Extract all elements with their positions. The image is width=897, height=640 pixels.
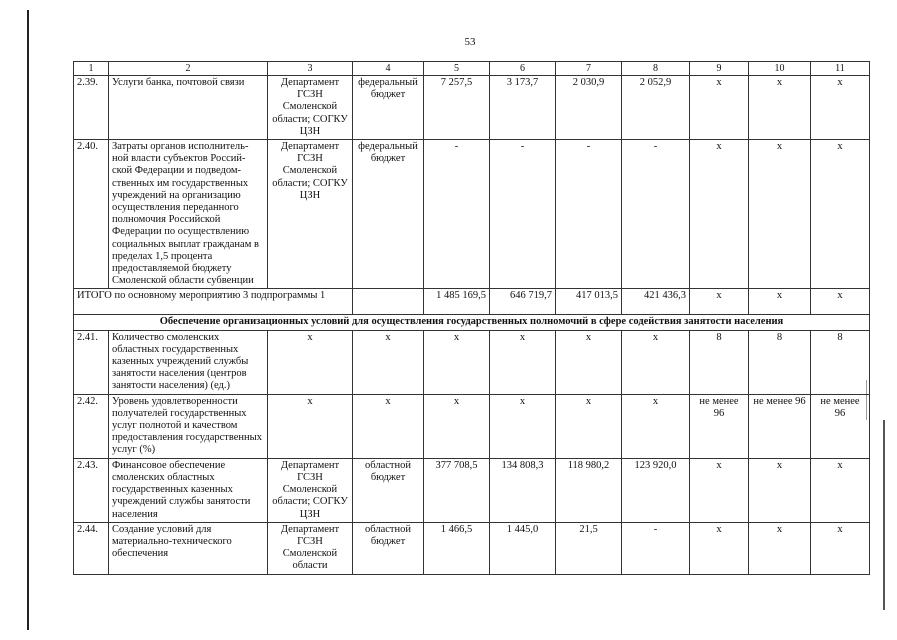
- col-header-7: 7: [556, 62, 622, 76]
- row-source: федеральный бюджет: [353, 140, 424, 289]
- program-table: [73, 61, 870, 575]
- row-value-9: х: [690, 76, 749, 140]
- total-value-5: 1 485 169,5: [424, 289, 490, 315]
- row-name: Уровень удовлетворенности получателей государственных услуг полнотой и качеством предоставления государственных услуг (%): [109, 394, 268, 458]
- row-value-10: не менее 96: [749, 394, 811, 458]
- row-name: Затраты органов исполнитель-ной власти субъектов Россий-ской Федерации и подведом-ственных им государственных учреждений на организацию осуществления переданного полномочия Российской Федерации по осуществлению социальных выплат гражданам в пределах 1,5 процента предоставляемой бюджету Смоленской области субвенции: [109, 140, 268, 289]
- table-row-2-40: [74, 140, 870, 289]
- row-value-11: не менее 96: [811, 394, 870, 458]
- row-value-7: х: [556, 330, 622, 394]
- table-row-2-44: [74, 522, 870, 574]
- row-value-7: х: [556, 394, 622, 458]
- total-value-7: 417 013,5: [556, 289, 622, 315]
- total-value-8: 421 436,3: [622, 289, 690, 315]
- row-value-5: 377 708,5: [424, 458, 490, 522]
- col-header-3: 3: [268, 62, 353, 76]
- row-value-5: х: [424, 330, 490, 394]
- total-value-11: х: [811, 289, 870, 315]
- row-value-8: -: [622, 522, 690, 574]
- row-source: х: [353, 394, 424, 458]
- row-executor: х: [268, 330, 353, 394]
- row-value-7: -: [556, 140, 622, 289]
- row-value-5: 7 257,5: [424, 76, 490, 140]
- row-value-10: х: [749, 76, 811, 140]
- row-value-7: 2 030,9: [556, 76, 622, 140]
- table-row-2-41: [74, 330, 870, 394]
- table-row-2-39: [74, 76, 870, 140]
- row-value-10: х: [749, 458, 811, 522]
- row-value-9: х: [690, 522, 749, 574]
- row-number: 2.42.: [74, 394, 109, 458]
- row-number: 2.41.: [74, 330, 109, 394]
- row-source: областной бюджет: [353, 458, 424, 522]
- total-source-empty: [353, 289, 424, 315]
- row-value-11: х: [811, 522, 870, 574]
- section-heading-row: [74, 315, 870, 330]
- col-header-2: 2: [109, 62, 268, 76]
- col-header-6: 6: [490, 62, 556, 76]
- column-number-row: [74, 62, 870, 76]
- total-value-9: х: [690, 289, 749, 315]
- total-value-6: 646 719,7: [490, 289, 556, 315]
- row-value-8: х: [622, 330, 690, 394]
- row-value-11: 8: [811, 330, 870, 394]
- col-header-1: 1: [74, 62, 109, 76]
- row-value-10: х: [749, 522, 811, 574]
- row-value-6: 3 173,7: [490, 76, 556, 140]
- row-executor: х: [268, 394, 353, 458]
- col-header-5: 5: [424, 62, 490, 76]
- row-value-10: х: [749, 140, 811, 289]
- table-row-total: [74, 289, 870, 315]
- col-header-4: 4: [353, 62, 424, 76]
- col-header-11: 11: [811, 62, 870, 76]
- row-value-9: х: [690, 458, 749, 522]
- row-value-6: х: [490, 394, 556, 458]
- row-value-10: 8: [749, 330, 811, 394]
- row-name: Финансовое обеспечение смоленских областных государственных казенных учреждений службы занятости населения: [109, 458, 268, 522]
- row-value-6: -: [490, 140, 556, 289]
- row-value-11: х: [811, 458, 870, 522]
- row-value-9: 8: [690, 330, 749, 394]
- row-number: 2.44.: [74, 522, 109, 574]
- col-header-10: 10: [749, 62, 811, 76]
- row-value-5: -: [424, 140, 490, 289]
- col-header-8: 8: [622, 62, 690, 76]
- row-value-7: 118 980,2: [556, 458, 622, 522]
- row-executor: Департамент ГСЗН Смоленской области: [268, 522, 353, 574]
- scan-left-edge: [27, 10, 29, 630]
- row-name: Количество смоленских областных государственных казенных учреждений службы занятости населения (центров занятости населения) (ед.): [109, 330, 268, 394]
- row-value-11: х: [811, 76, 870, 140]
- row-value-7: 21,5: [556, 522, 622, 574]
- table-row-2-43: [74, 458, 870, 522]
- table-row-2-42: [74, 394, 870, 458]
- row-name: Создание условий для материально-технического обеспечения: [109, 522, 268, 574]
- row-source: областной бюджет: [353, 522, 424, 574]
- col-header-9: 9: [690, 62, 749, 76]
- row-number: 2.40.: [74, 140, 109, 289]
- row-value-6: 1 445,0: [490, 522, 556, 574]
- row-source: федеральный бюджет: [353, 76, 424, 140]
- section-heading: Обеспечение организационных условий для осуществления государственных полномочий в сфере содействия занятости населения: [74, 315, 870, 330]
- row-number: 2.39.: [74, 76, 109, 140]
- row-executor: Департамент ГСЗН Смоленской области; СОГКУ ЦЗН: [268, 76, 353, 140]
- row-value-8: х: [622, 394, 690, 458]
- row-value-8: -: [622, 140, 690, 289]
- scan-right-edge: [883, 420, 885, 610]
- row-executor: Департамент ГСЗН Смоленской области; СОГКУ ЦЗН: [268, 458, 353, 522]
- row-value-5: 1 466,5: [424, 522, 490, 574]
- total-label: ИТОГО по основному мероприятию 3 подпрограммы 1: [74, 289, 353, 315]
- row-value-8: 2 052,9: [622, 76, 690, 140]
- row-value-9: не менее 96: [690, 394, 749, 458]
- row-executor: Департамент ГСЗН Смоленской области; СОГКУ ЦЗН: [268, 140, 353, 289]
- row-value-11: х: [811, 140, 870, 289]
- row-value-6: 134 808,3: [490, 458, 556, 522]
- row-value-5: х: [424, 394, 490, 458]
- page-number: 53: [464, 36, 476, 48]
- row-value-6: х: [490, 330, 556, 394]
- row-name: Услуги банка, почтовой связи: [109, 76, 268, 140]
- row-value-8: 123 920,0: [622, 458, 690, 522]
- total-value-10: х: [749, 289, 811, 315]
- row-value-9: х: [690, 140, 749, 289]
- row-source: х: [353, 330, 424, 394]
- row-number: 2.43.: [74, 458, 109, 522]
